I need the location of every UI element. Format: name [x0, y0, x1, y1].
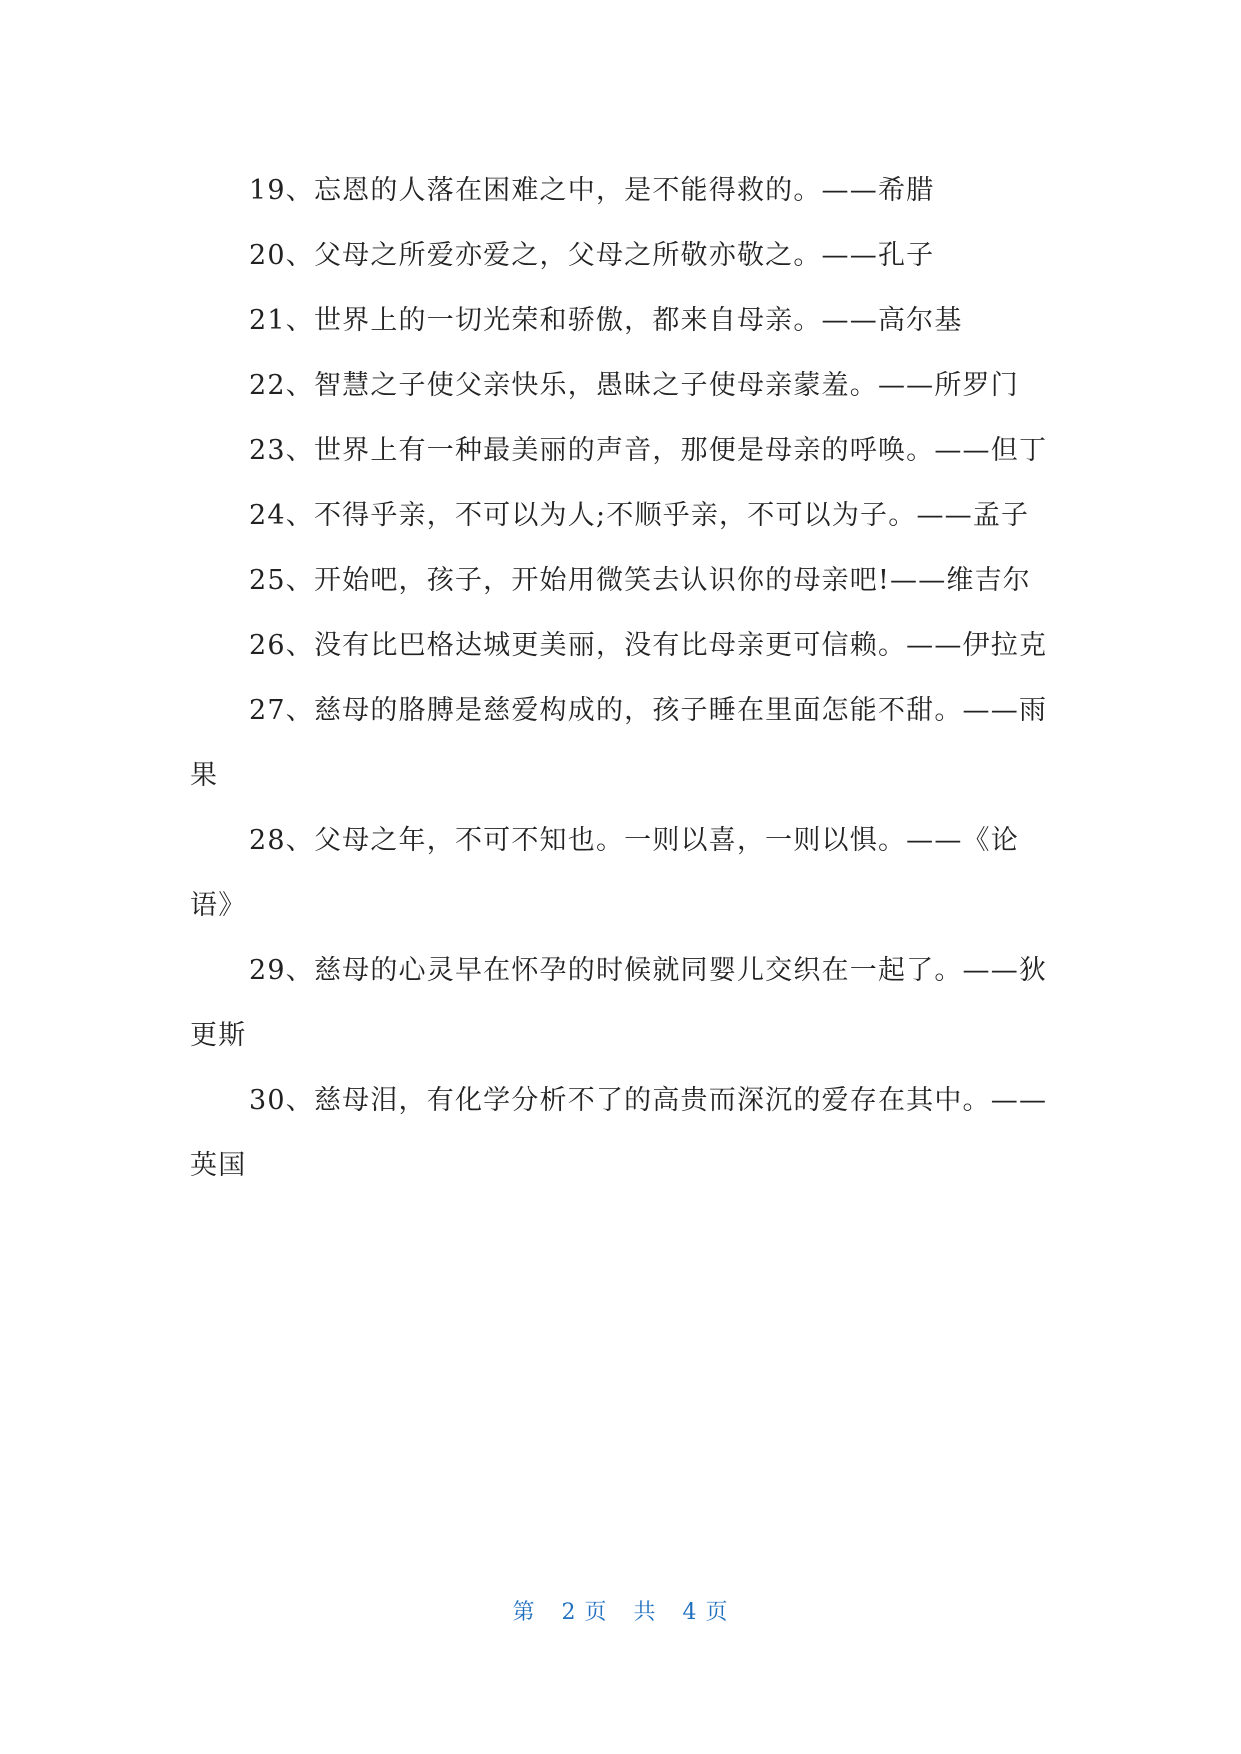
quote-paragraph: 27、慈母的胳膊是慈爱构成的，孩子睡在里面怎能不甜。——雨果 [190, 695, 1048, 791]
page-number-footer [0, 1595, 1241, 1626]
footer-total-prefix: 共 [633, 1600, 657, 1625]
total-pages-number: 4 [682, 1600, 698, 1625]
quote-paragraph: 24、不得乎亲，不可以为人;不顺乎亲，不可以为子。——孟子 [249, 500, 1030, 531]
quote-paragraph: 29、慈母的心灵早在怀孕的时候就同婴儿交织在一起了。——狄更斯 [190, 955, 1048, 1051]
quote-list [190, 158, 1055, 1198]
quote-paragraph: 28、父母之年，不可不知也。一则以喜，一则以惧。——《论语》 [190, 825, 1019, 921]
quote-paragraph: 20、父母之所爱亦爱之，父母之所敬亦敬之。——孔子 [249, 240, 935, 271]
footer-page-word: 页 [584, 1600, 608, 1625]
quote-paragraph: 19、忘恩的人落在困难之中，是不能得救的。——希腊 [249, 175, 935, 206]
quote-paragraph: 22、智慧之子使父亲快乐，愚昧之子使母亲蒙羞。——所罗门 [249, 370, 1019, 401]
quote-paragraph: 21、世界上的一切光荣和骄傲，都来自母亲。——高尔基 [249, 305, 963, 336]
footer-suffix: 页 [705, 1600, 729, 1625]
quote-paragraph: 25、开始吧，孩子，开始用微笑去认识你的母亲吧!——维吉尔 [249, 565, 1032, 596]
footer-prefix: 第 [512, 1600, 536, 1625]
current-page-number: 2 [561, 1600, 577, 1625]
quote-paragraph: 23、世界上有一种最美丽的声音，那便是母亲的呼唤。——但丁 [249, 435, 1048, 466]
quote-paragraph: 26、没有比巴格达城更美丽，没有比母亲更可信赖。——伊拉克 [249, 630, 1048, 661]
quote-paragraph: 30、慈母泪，有化学分析不了的高贵而深沉的爱存在其中。——英国 [190, 1085, 1048, 1181]
